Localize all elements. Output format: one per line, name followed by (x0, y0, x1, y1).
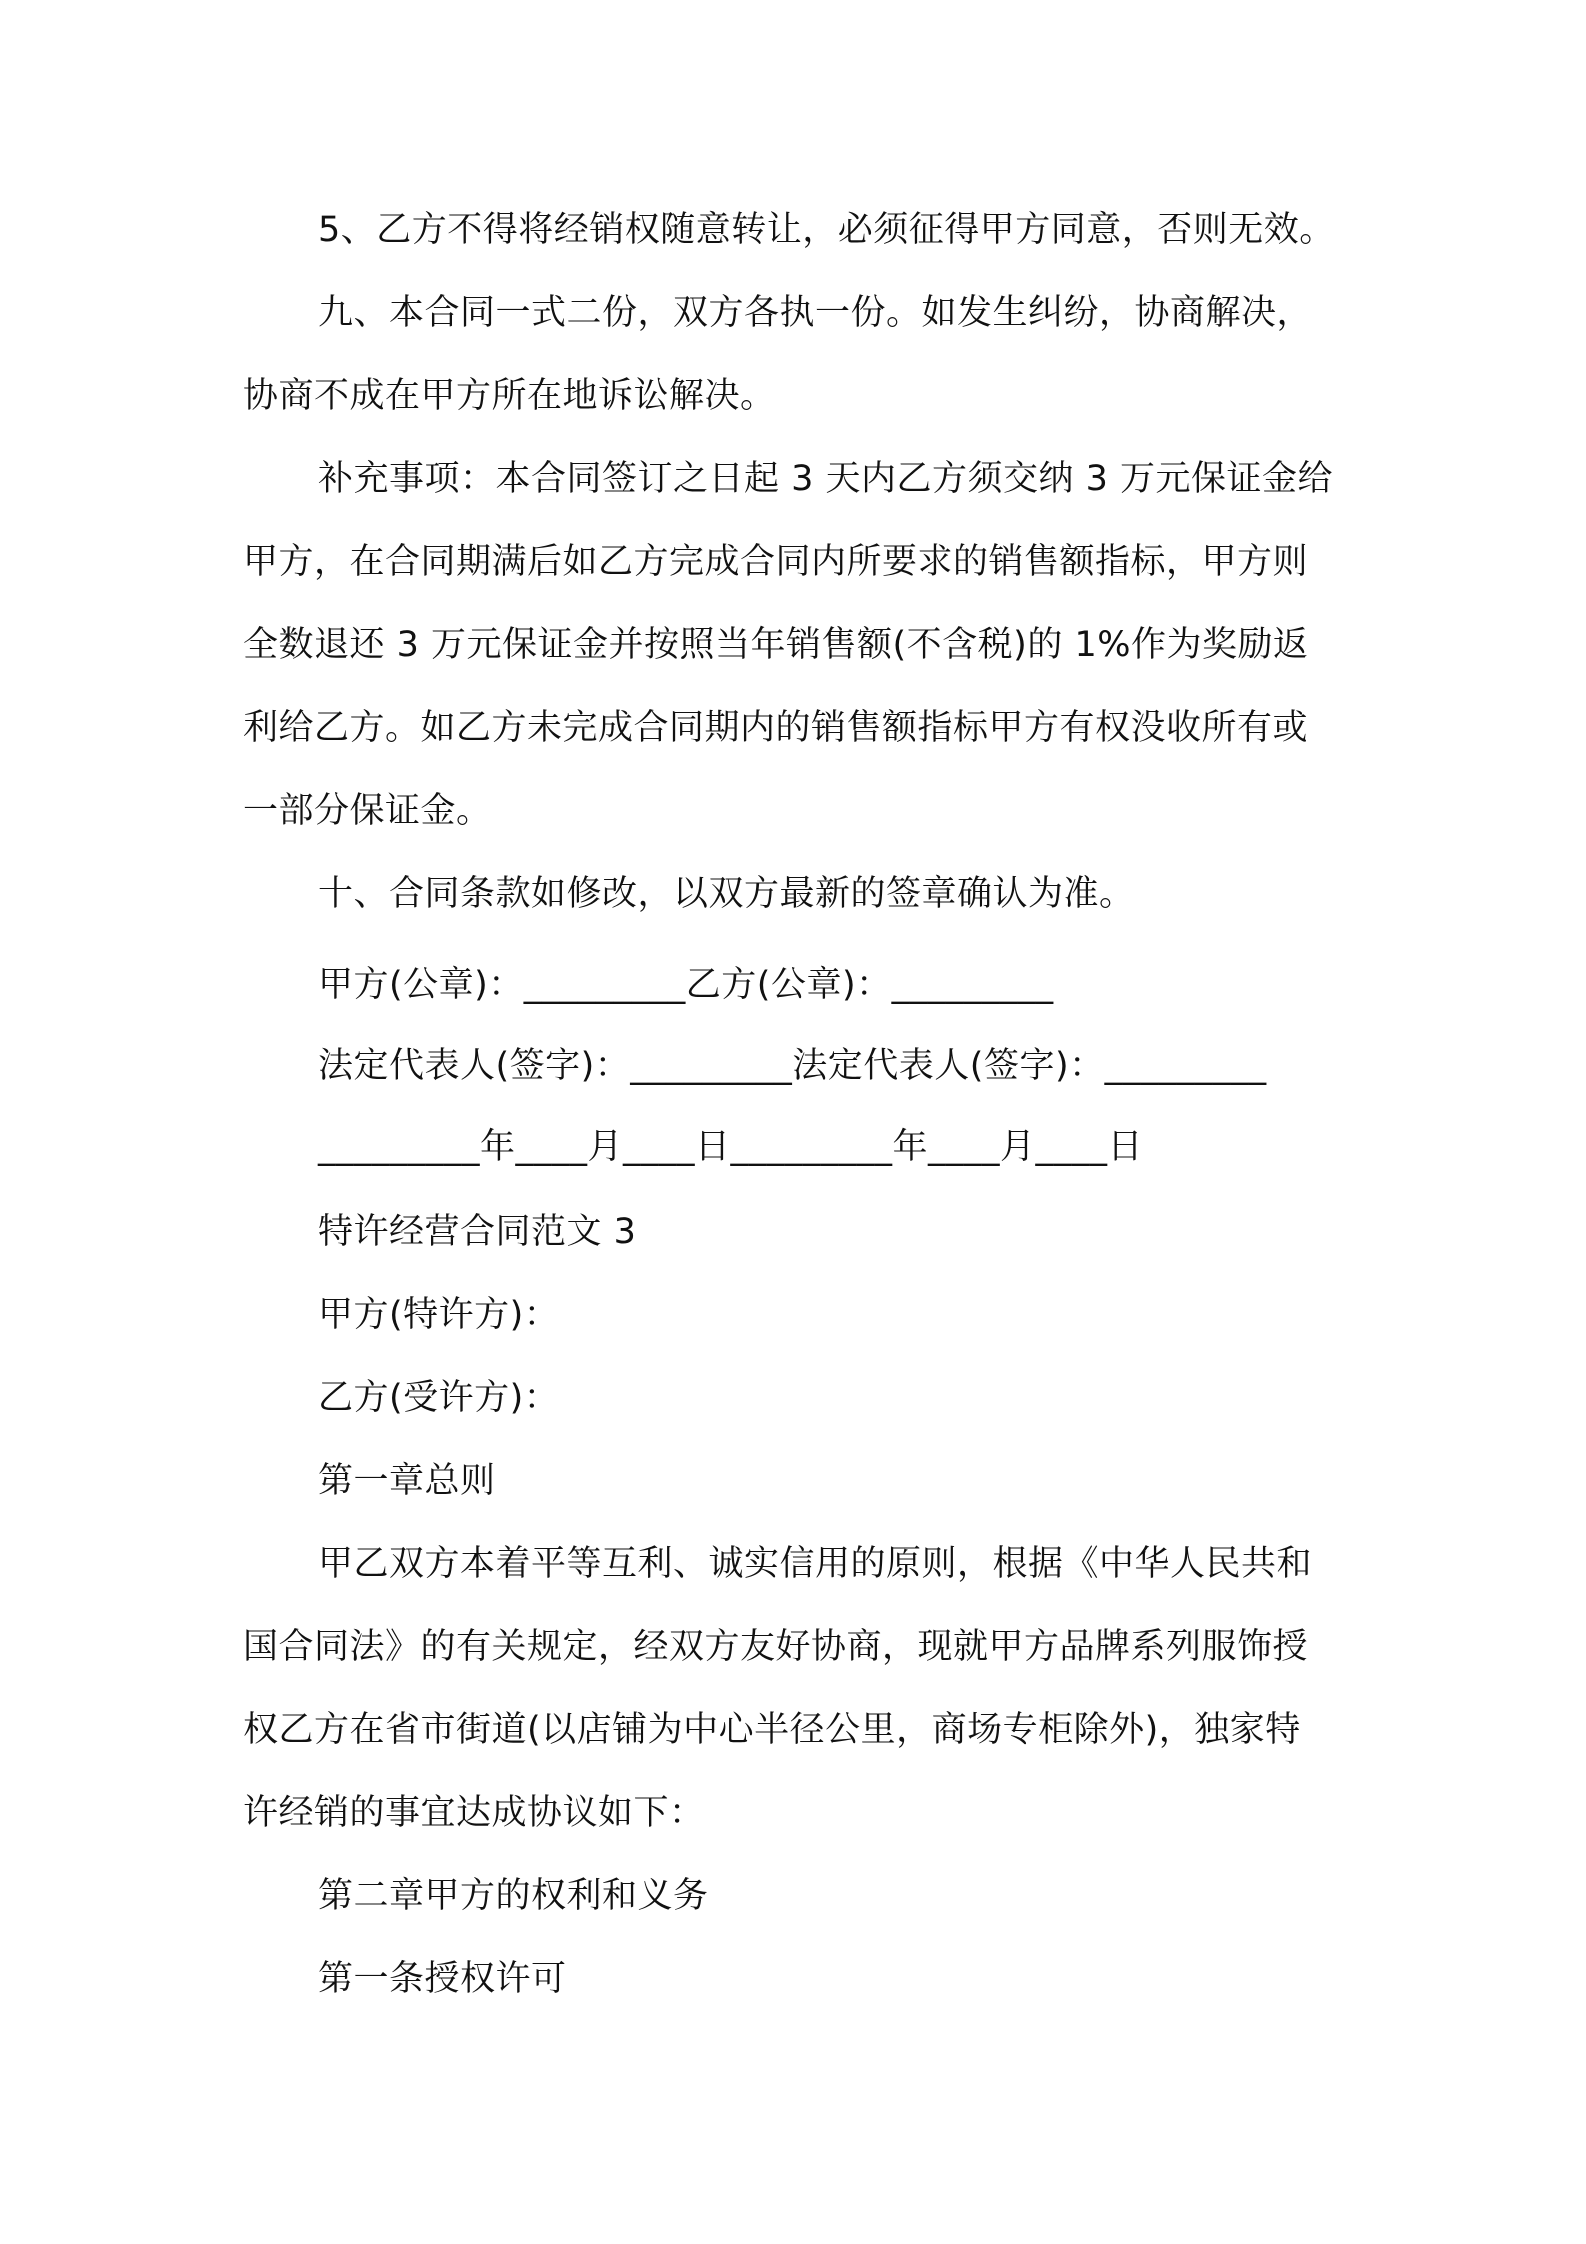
signature-date-line: _________年____月____日_________年____月____日 (318, 1127, 1144, 1167)
signature-seal-line: 甲方(公章)：_________乙方(公章)：_________ (318, 965, 1054, 1005)
supplement-line-1: 补充事项：本合同签订之日起 3 天内乙方须交纳 3 万元保证金给 (318, 459, 1334, 499)
clause-5-line: 5、乙方不得将经销权随意转让，必须征得甲方同意，否则无效。 (318, 210, 1335, 250)
clause-9-line-2: 协商不成在甲方所在地诉讼解决。 (243, 376, 776, 416)
clause-10-line: 十、合同条款如修改，以双方最新的签章确认为准。 (318, 874, 1135, 914)
article-1-heading: 第一条授权许可 (318, 1959, 567, 1999)
contract-3-title: 特许经营合同范文 3 (318, 1212, 637, 1252)
supplement-line-4: 利给乙方。如乙方未完成合同期内的销售额指标甲方有权没收所有或 (243, 708, 1309, 748)
party-b-line: 乙方(受许方)： (318, 1378, 560, 1418)
clause-9-line-1: 九、本合同一式二份，双方各执一份。如发生纠纷，协商解决， (318, 293, 1313, 333)
chapter-2-heading: 第二章甲方的权利和义务 (318, 1876, 709, 1916)
intro-line-1: 甲乙双方本着平等互利、诚实信用的原则，根据《中华人民共和 (318, 1544, 1313, 1584)
chapter-1-heading: 第一章总则 (318, 1461, 496, 1501)
party-a-line: 甲方(特许方)： (318, 1295, 560, 1335)
signature-representative-line: 法定代表人(签字)：_________法定代表人(签字)：_________ (318, 1046, 1267, 1086)
supplement-line-3: 全数退还 3 万元保证金并按照当年销售额(不含税)的 1%作为奖励返 (243, 625, 1309, 665)
intro-line-4: 许经销的事宜达成协议如下： (243, 1793, 705, 1833)
intro-line-2: 国合同法》的有关规定，经双方友好协商，现就甲方品牌系列服饰授 (243, 1627, 1309, 1667)
supplement-line-2: 甲方，在合同期满后如乙方完成合同内所要求的销售额指标，甲方则 (243, 542, 1309, 582)
supplement-line-5: 一部分保证金。 (243, 791, 492, 831)
intro-line-3: 权乙方在省市街道(以店铺为中心半径公里，商场专柜除外)，独家特 (243, 1710, 1301, 1750)
